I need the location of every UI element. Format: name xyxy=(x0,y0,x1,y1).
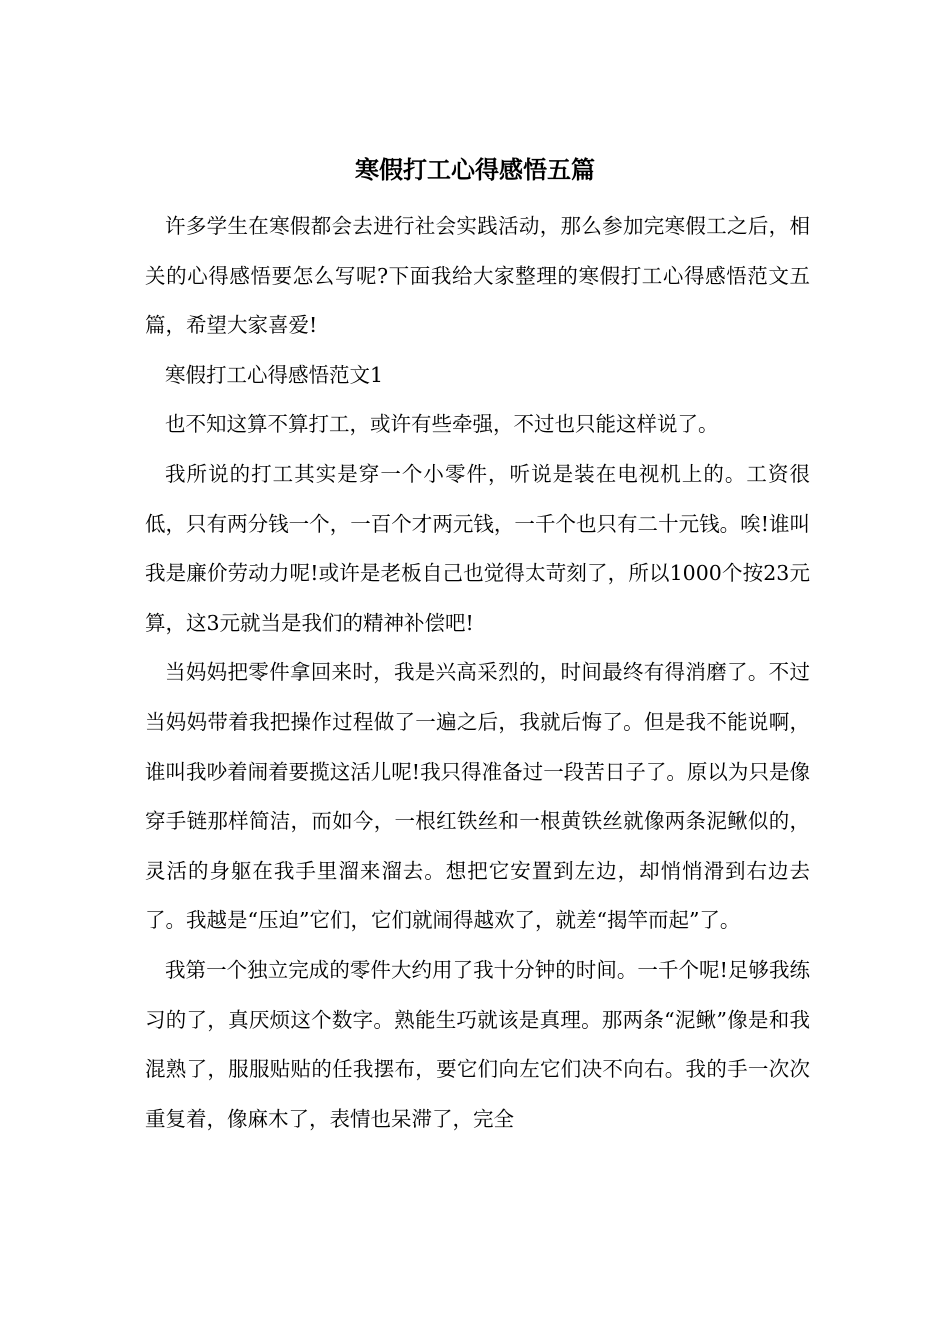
intro-paragraph: 许多学生在寒假都会去进行社会实践活动，那么参加完寒假工之后，相关的心得感悟要怎么写呢?下面我给大家整理的寒假打工心得感悟范文五篇，希望大家喜爱! xyxy=(145,214,810,338)
body-paragraph: 当妈妈把零件拿回来时，我是兴高采烈的，时间最终有得消磨了。不过当妈妈带着我把操作过程做了一遍之后，我就后悔了。但是我不能说啊，谁叫我吵着闹着要揽这活儿呢!我只得准备过一段苦日子了。原以为只是像穿手链那样简洁，而如今，一根红铁丝和一根黄铁丝就像两条泥鳅似的，灵活的身躯在我手里溜来溜去。想把它安置到左边，却悄悄滑到右边去了。我越是“压迫”它们，它们就闹得越欢了，就差“揭竿而起”了。 xyxy=(145,660,810,933)
document-title: 寒假打工心得感悟五篇 xyxy=(355,155,595,184)
section-heading: 寒假打工心得感悟范文1 xyxy=(165,362,384,387)
document-body xyxy=(145,202,810,1144)
body-paragraph: 我第一个独立完成的零件大约用了我十分钟的时间。一千个呢!足够我练习的了，真厌烦这个数字。熟能生巧就该是真理。那两条“泥鳅”像是和我混熟了，服服贴贴的任我摆布，要它们向左它们决不向右。我的手一次次重复着，像麻木了，表情也呆滞了，完全 xyxy=(145,957,810,1131)
body-paragraph: 我所说的打工其实是穿一个小零件，听说是装在电视机上的。工资很低，只有两分钱一个，一百个才两元钱，一千个也只有二十元钱。唉!谁叫我是廉价劳动力呢!或许是老板自己也觉得太苛刻了，所以1000个按23元算，这3元就当是我们的精神补偿吧! xyxy=(145,461,810,635)
body-paragraph: 也不知这算不算打工，或许有些牵强，不过也只能这样说了。 xyxy=(165,412,719,437)
